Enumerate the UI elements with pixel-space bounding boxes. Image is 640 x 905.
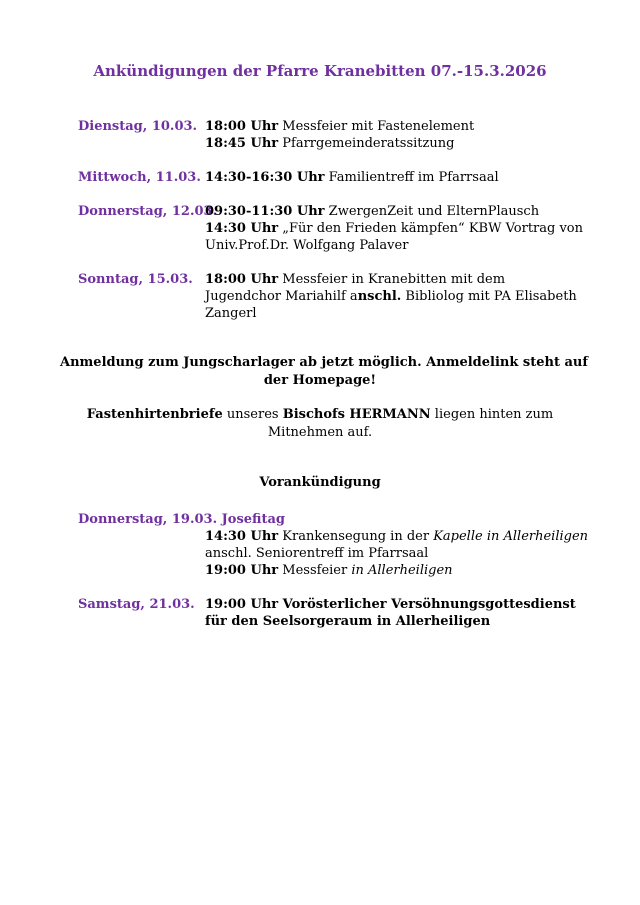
text-run: Pfarrgemeinderatssitzung [278,136,455,151]
event-text [205,271,585,322]
text-run: Messfeier in Kranebitten mit dem [278,272,506,287]
text-line [205,545,585,562]
text-run: für den Seelsorgeraum in Allerheiligen [205,614,491,629]
event-day: Sonntag, 15.03. [78,272,193,287]
event-text [205,528,589,579]
text-run: unseres [222,407,283,422]
text-run: 19:00 Uhr [205,563,279,578]
text-line [205,288,585,305]
event-text [205,118,585,152]
notice-jungscharlager [60,354,588,390]
page-title: Ankündigungen der Pfarre Kranebitten 07.-15.3.2026 [93,62,547,80]
event-text [205,596,585,630]
text-run: 14:30-16:30 Uhr [205,170,325,185]
text-line [60,354,588,372]
text-line [205,135,585,152]
event-day: Donnerstag, 19.03. Josefitag [78,512,285,527]
text-run: ZwergenZeit und ElternPlausch [324,204,540,219]
text-run: 18:00 Uhr [205,119,279,134]
event-day: Mittwoch, 11.03. [78,170,201,185]
text-run: Fastenhirtenbriefe [86,407,223,422]
text-run: in Allerheiligen [351,563,453,578]
text-line [205,596,585,613]
text-line [205,562,585,579]
text-run: nschl. [357,289,402,304]
text-run: „Für den Frieden kämpfen“ KBW Vortrag von [278,221,584,236]
text-run: Krankensegung in der [278,529,434,544]
text-run: 14:30 Uhr [205,529,279,544]
text-line [205,220,585,237]
text-line [205,613,585,630]
text-run: Bibliolog mit PA Elisabeth [401,289,577,304]
text-line [205,169,585,186]
text-run: 18:45 Uhr [205,136,279,151]
text-run: liegen hinten zum [430,407,554,422]
text-run: der Homepage! [263,373,377,388]
text-run: Jugendchor Mariahilf a [205,289,358,304]
text-line [60,424,580,442]
text-run: Univ.Prof.Dr. Wolfgang Palaver [205,238,409,253]
preview-heading: Vorankündigung [259,475,381,490]
text-line [205,203,585,220]
text-run: Kapelle in Allerheiligen [433,529,589,544]
text-run: Bischofs HERMANN [282,407,431,422]
text-line [205,118,585,135]
event-day: Dienstag, 10.03. [78,119,198,134]
text-run: Zangerl [205,306,257,321]
text-line [205,528,589,545]
text-run: 19:00 Uhr Vorösterlicher Versöhnungsgottesdienst [205,597,576,612]
text-run: 14:30 Uhr [205,221,279,236]
event-text [205,169,585,186]
text-run: 18:00 Uhr [205,272,279,287]
text-run: Messfeier mit Fastenelement [278,119,475,134]
event-day: Samstag, 21.03. [78,597,195,612]
text-line [60,372,580,390]
text-run: Messfeier [278,563,352,578]
text-run: Mitnehmen auf. [267,425,373,440]
text-run: 09:30-11:30 Uhr [205,204,325,219]
text-run: anschl. Seniorentreff im Pfarrsaal [205,546,429,561]
text-run: Anmeldung zum Jungscharlager ab jetzt möglich. Anmeldelink steht auf [60,355,588,370]
text-run: Familientreff im Pfarrsaal [324,170,499,185]
text-line [60,406,580,424]
text-line [205,305,585,322]
event-text [205,203,585,254]
event-day: Donnerstag, 12.03. [78,204,218,219]
text-line [205,271,585,288]
notice-fastenhirtenbriefe [60,406,580,442]
text-line [205,237,585,254]
